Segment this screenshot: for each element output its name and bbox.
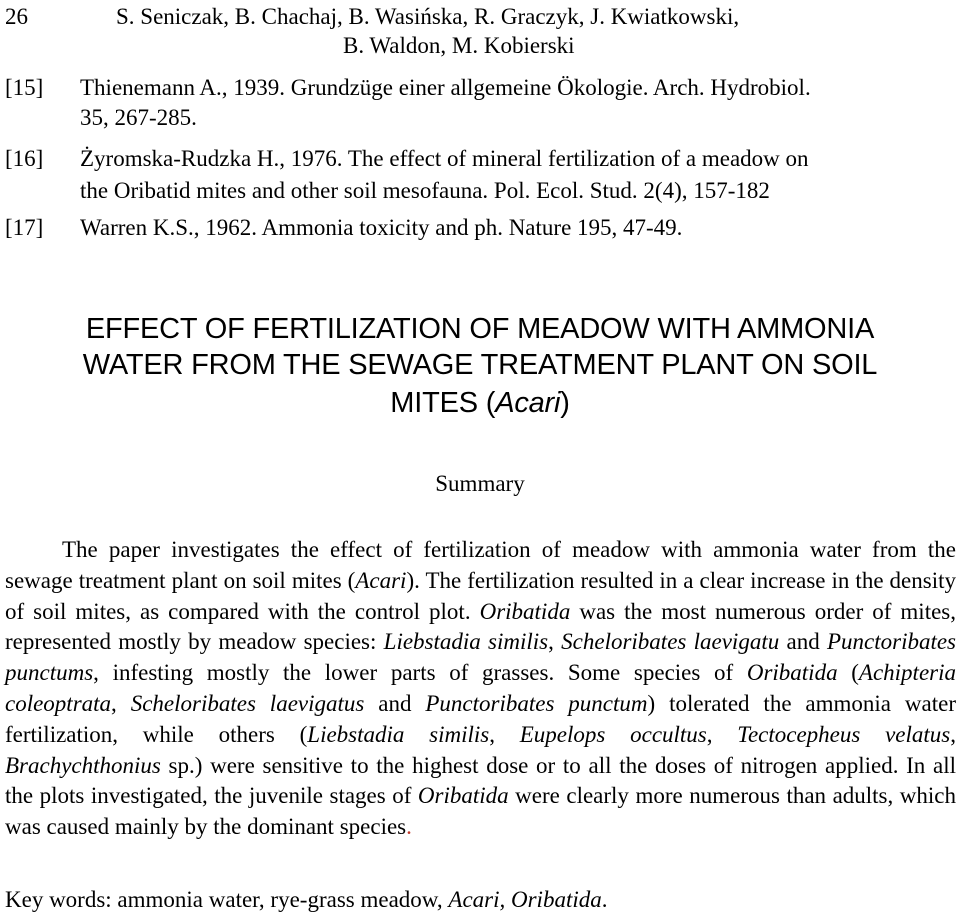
summary-taxon-name: Oribatida bbox=[479, 598, 571, 624]
summary-text-run: The paper investigates the effect of fertilization of meadow with ammonia water from the sewage treatment plant on soil mites ( bbox=[5, 537, 956, 593]
keywords-prefix: Key words: ammonia water, rye-grass meadow, bbox=[5, 887, 449, 912]
summary-heading: Summary bbox=[435, 471, 525, 496]
summary-taxon-name: Oribatida bbox=[417, 783, 509, 809]
summary-text-run: , bbox=[548, 629, 562, 655]
keywords-taxa: Acari, Oribatida bbox=[448, 887, 602, 912]
summary-text-run: sp.) were sensitive to the highest dose or to all the doses of nitrogen applied. In all the plots investigated, the juvenile stages of bbox=[5, 752, 956, 809]
summary-text-run: was the most numerous order of mites, represented mostly by meadow species: bbox=[5, 598, 956, 655]
summary-body bbox=[5, 535, 956, 843]
running-header-authors-line2: B. Waldon, M. Kobierski bbox=[343, 33, 575, 58]
summary-text-run: , bbox=[950, 721, 957, 747]
summary-text-run: , bbox=[489, 721, 520, 747]
summary-taxon-name: Achipteria coleoptrata bbox=[5, 660, 956, 716]
reference-text-line2: 35, 267-285. bbox=[80, 105, 197, 130]
keywords-suffix: . bbox=[601, 887, 608, 912]
keywords-line bbox=[5, 886, 607, 914]
reference-text-line2: the Oribatid mites and other soil mesofauna. Pol. Ecol. Stud. 2(4), 157-182 bbox=[80, 178, 770, 203]
reference-text-line1: Thienemann A., 1939. Grundzüge einer allgemeine Ökologie. Arch. Hydrobiol. bbox=[80, 75, 811, 100]
summary-text-run: , bbox=[706, 721, 738, 747]
summary-taxon-name: Oribatida bbox=[746, 660, 838, 686]
summary-taxon-name: Liebstadia similis bbox=[307, 721, 490, 747]
paper-title-line3 bbox=[0, 384, 960, 422]
paper-title-taxon: Acari bbox=[495, 387, 561, 419]
summary-taxon-name: Brachychthonius bbox=[5, 752, 161, 778]
summary-text-run: , bbox=[111, 690, 131, 716]
summary-taxon-name: Punctoribates punctum bbox=[425, 690, 648, 716]
reference-number: [16] bbox=[5, 146, 44, 171]
summary-text-run: , infesting mostly the lower parts of grasses. Some species of bbox=[93, 660, 747, 686]
summary-text-run: ( bbox=[837, 660, 859, 686]
reference-text-line1: Warren K.S., 1962. Ammonia toxicity and ph. Nature 195, 47-49. bbox=[80, 215, 683, 240]
summary-text-run: and bbox=[364, 690, 426, 716]
reference-number: [17] bbox=[5, 215, 44, 240]
summary-taxon-name: Liebstadia similis bbox=[383, 629, 549, 655]
paper-title-line2: WATER FROM THE SEWAGE TREATMENT PLANT ON SOIL bbox=[82, 349, 878, 381]
summary-taxon-name: Scheloribates laevigatus bbox=[130, 690, 365, 716]
paper-title-line3-prefix: MITES ( bbox=[390, 387, 496, 419]
summary-text-run: ). The fertilization resulted in a clear increase in the density of soil mites, as compared with the control plot. bbox=[5, 567, 956, 624]
reference-number: [15] bbox=[5, 75, 44, 100]
summary-taxon-name: Tectocepheus velatus bbox=[737, 721, 951, 747]
summary-paragraph bbox=[5, 535, 956, 843]
paper-title-line3-suffix: ) bbox=[560, 387, 570, 419]
summary-text-run: and bbox=[779, 629, 827, 655]
summary-final-period: . bbox=[406, 814, 412, 840]
paper-title-line1: EFFECT OF FERTILIZATION OF MEADOW WITH AMMONIA bbox=[85, 313, 875, 345]
summary-taxon-name: Punctoribates punctums bbox=[5, 629, 957, 686]
summary-text-run: were clearly more numerous than adults, which was caused mainly by the dominant species bbox=[5, 783, 956, 840]
summary-text-run: ) tolerated the ammonia water fertilization, while others ( bbox=[5, 690, 956, 747]
page-number: 26 bbox=[5, 4, 28, 29]
summary-taxon-name: Eupelops occultus bbox=[519, 721, 707, 747]
running-header-authors-line1: S. Seniczak, B. Chachaj, B. Wasińska, R. Graczyk, J. Kwiatkowski, bbox=[116, 4, 740, 29]
summary-taxon-name: Scheloribates laevigatu bbox=[561, 629, 780, 655]
reference-text-line1: Żyromska-Rudzka H., 1976. The effect of mineral fertilization of a meadow on bbox=[80, 146, 809, 171]
summary-taxon-name: Acari bbox=[355, 567, 407, 593]
